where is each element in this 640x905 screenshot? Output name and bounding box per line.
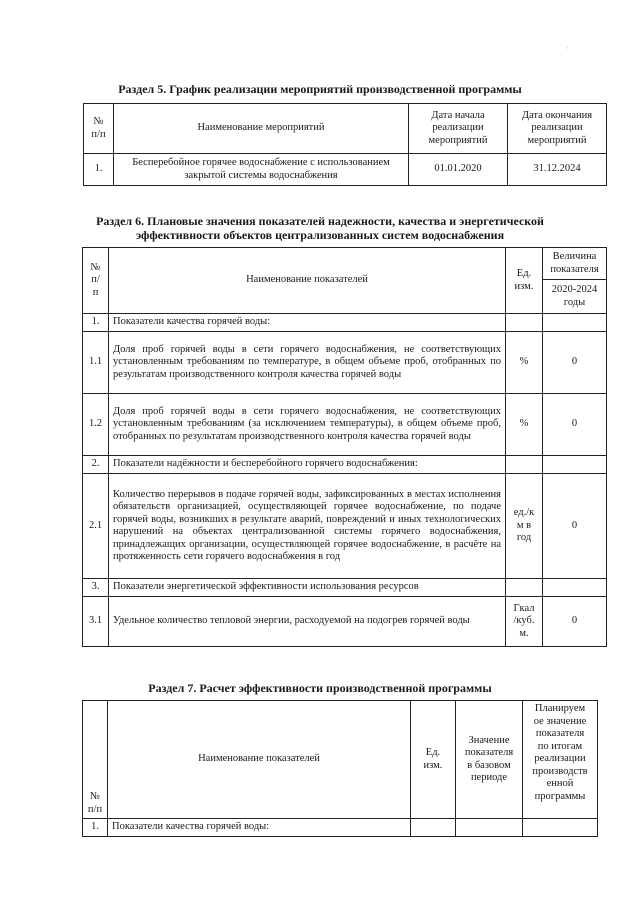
header-unit: Ед. изм. bbox=[411, 701, 456, 819]
row-end-date: 31.12.2024 bbox=[508, 154, 607, 186]
section5-header-row bbox=[84, 104, 607, 154]
table-row bbox=[83, 819, 598, 837]
row-unit: ед./к м в год bbox=[506, 474, 543, 579]
row-name: Доля проб горячей воды в сети горячего водоснабжения, не соответствующих установленным требованиям по температуре, в общем объеме проб, отобранных по результатам производственного контроля качества горячей воды bbox=[109, 332, 506, 394]
section5-title: Раздел 5. График реализации мероприятий производственной программы bbox=[118, 82, 522, 96]
header-period: 2020-2024 годы bbox=[543, 280, 607, 314]
row-num: 3. bbox=[83, 579, 109, 597]
header-start-date: Дата начала реализации мероприятий bbox=[409, 104, 508, 154]
row-unit bbox=[506, 314, 543, 332]
row-unit: Гкал /куб. м. bbox=[506, 597, 543, 647]
header-name: Наименование мероприятий bbox=[114, 104, 409, 154]
row-name: Показатели качества горячей воды: bbox=[108, 819, 411, 837]
row-name: Бесперебойное горячее водоснабжение с использованием закрытой системы водоснабжения bbox=[114, 154, 409, 186]
section6-table bbox=[82, 247, 607, 647]
row-value bbox=[543, 579, 607, 597]
section7-header-row bbox=[83, 701, 598, 819]
row-value: 0 bbox=[543, 597, 607, 647]
header-num: № п/п bbox=[83, 701, 108, 819]
table-row bbox=[84, 154, 607, 186]
row-value: 0 bbox=[543, 332, 607, 394]
header-planned-value: Планируем ое значение показателя по итогам реализации производств енной программы bbox=[523, 701, 598, 819]
table-row bbox=[83, 394, 607, 456]
row-name: Показатели надёжности и бесперебойного горячего водоснабжения: bbox=[109, 456, 506, 474]
header-name: Наименование показателей bbox=[108, 701, 411, 819]
table-row bbox=[83, 314, 607, 332]
header-unit: Ед. изм. bbox=[506, 248, 543, 314]
row-name: Доля проб горячей воды в сети горячего водоснабжения, не соответствующих установленным требованиям (за исключением температуры), в общем объеме проб, отобранных по результатам производственного контроля качества горячей воды bbox=[109, 394, 506, 456]
section7-table bbox=[82, 700, 598, 837]
row-num: 3.1 bbox=[83, 597, 109, 647]
row-num: 2. bbox=[83, 456, 109, 474]
header-value: Величина показателя bbox=[543, 248, 607, 280]
row-name: Показатели энергетической эффективности использования ресурсов bbox=[109, 579, 506, 597]
row-unit: % bbox=[506, 394, 543, 456]
row-unit bbox=[411, 819, 456, 837]
row-value: 0 bbox=[543, 474, 607, 579]
row-base-value bbox=[456, 819, 523, 837]
header-num: № п/ п bbox=[83, 248, 109, 314]
row-unit bbox=[506, 579, 543, 597]
table-row bbox=[83, 332, 607, 394]
section6-header-row bbox=[83, 248, 607, 280]
header-name: Наименование показателей bbox=[109, 248, 506, 314]
row-num: 1. bbox=[83, 314, 109, 332]
header-num: № п/п bbox=[84, 104, 114, 154]
row-name: Удельное количество тепловой энергии, расходуемой на подогрев горячей воды bbox=[109, 597, 506, 647]
section5-table bbox=[83, 103, 607, 186]
header-end-date: Дата окончания реализации мероприятий bbox=[508, 104, 607, 154]
section6-title: Раздел 6. Плановые значения показателей надежности, качества и энергетической эффективности объектов централизованных систем водоснабжения bbox=[96, 214, 544, 242]
row-value bbox=[543, 456, 607, 474]
row-num: 1.1 bbox=[83, 332, 109, 394]
row-num: 2.1 bbox=[83, 474, 109, 579]
row-start-date: 01.01.2020 bbox=[409, 154, 508, 186]
scan-mark: · bbox=[566, 43, 569, 53]
row-unit bbox=[506, 456, 543, 474]
row-unit: % bbox=[506, 332, 543, 394]
row-num: 1. bbox=[83, 819, 108, 837]
row-name: Количество перерывов в подаче горячей воды, зафиксированных в местах исполнения обязательств организацией, осуществляющей горячее водоснабжение, по подаче горячей воды, возникших в результате аварий, повреждений и иных технологических нарушений на объектах централизованной системы горячего водоснабжения, принадлежащих организации, осуществляющей горячее водоснабжение, в расчёте на протяженность сети горячего водоснабжения в год bbox=[109, 474, 506, 579]
row-num: 1.2 bbox=[83, 394, 109, 456]
table-row bbox=[83, 579, 607, 597]
row-name: Показатели качества горячей воды: bbox=[109, 314, 506, 332]
table-row bbox=[83, 474, 607, 579]
table-row bbox=[83, 456, 607, 474]
row-num: 1. bbox=[84, 154, 114, 186]
section7-title: Раздел 7. Расчет эффективности производственной программы bbox=[148, 681, 492, 695]
row-value bbox=[543, 314, 607, 332]
table-row bbox=[83, 597, 607, 647]
row-planned-value bbox=[523, 819, 598, 837]
row-value: 0 bbox=[543, 394, 607, 456]
header-base-value: Значение показателя в базовом периоде bbox=[456, 701, 523, 819]
